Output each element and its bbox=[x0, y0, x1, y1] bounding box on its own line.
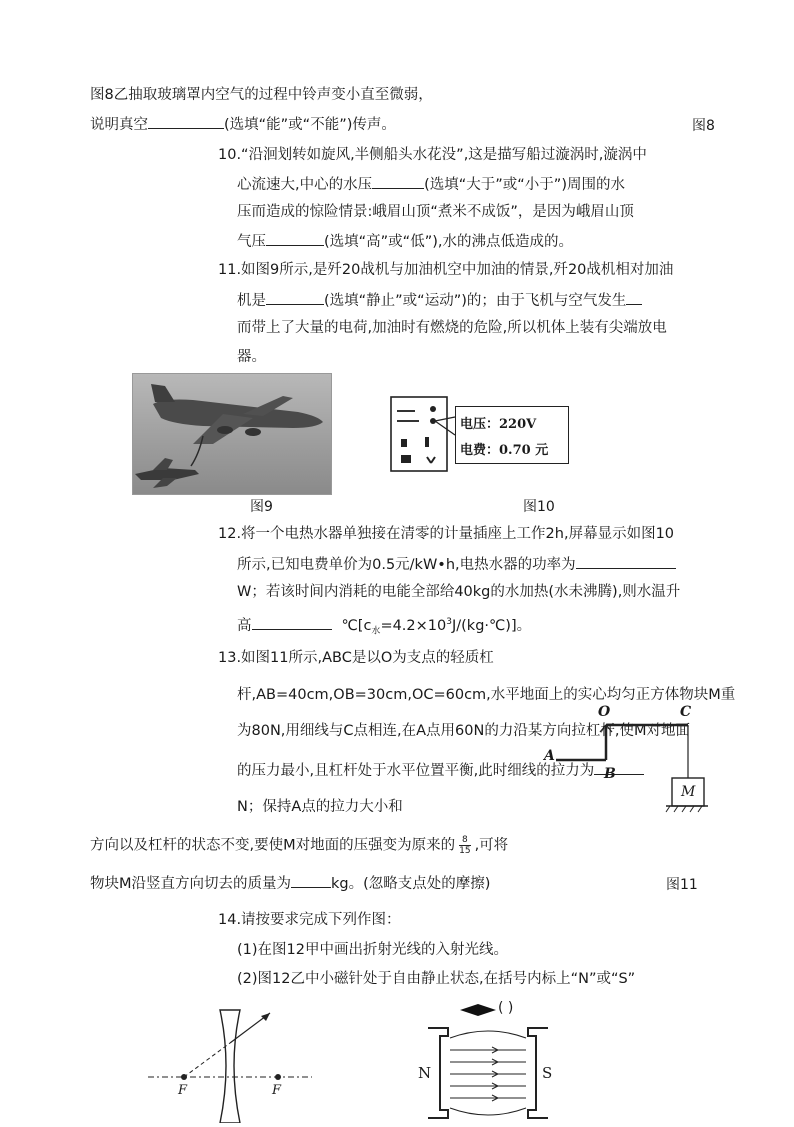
fig11-label-c: C bbox=[680, 704, 692, 720]
q10-line4: 气压 (选填“高”或“低”),水的沸点低造成的。 bbox=[237, 230, 573, 252]
q12-answer-blank-2[interactable] bbox=[252, 614, 332, 630]
q13-line7: 物块M沿竖直方向切去的质量为 kg。(忽略支点处的摩擦) bbox=[90, 872, 490, 894]
fig12b-magnet-diagram bbox=[418, 998, 558, 1123]
q9-text-line1: 图8乙抽取玻璃罩内空气的过程中铃声变小直至微弱， bbox=[90, 87, 433, 103]
q11-answer-blank-2[interactable] bbox=[626, 289, 642, 305]
q13-line1: 13.如图11所示,ABC是以O为支点的轻质杠 bbox=[218, 650, 494, 666]
fig12b-label-n: N bbox=[418, 1064, 432, 1082]
fig11-label-m: M bbox=[681, 784, 696, 800]
q9-answer-blank[interactable] bbox=[148, 113, 224, 129]
fig11-label-o: O bbox=[598, 704, 611, 720]
q10-line2: 心流速大,中心的水压 (选填“大于”或“小于”)周围的水 bbox=[237, 173, 625, 195]
q12-line3: W；若该时间内消耗的电能全部给40kg的水加热(水未沸腾),则水温升 bbox=[237, 584, 681, 600]
q13-line6: 方向以及杠杆的状态不变,要使M对地面的压强变为原来的 $\frac{8}{15}$ ,可将 bbox=[90, 835, 509, 856]
q13-line2: 杆,AB=40cm,OB=30cm,OC=60cm,水平地面上的实心均匀正方体物块M重 bbox=[237, 687, 736, 703]
fig12a-lens-drawing bbox=[140, 1005, 320, 1123]
q12-line1: 12.将一个电热水器单独接在清零的计量插座上工作2h,屏幕显示如图10 bbox=[218, 526, 675, 542]
q11-line1: 11.如图9所示,是歼20战机与加油机空中加油的情景,歼20战机相对加油 bbox=[218, 262, 674, 278]
fig9-caption: 图9 bbox=[250, 499, 273, 515]
q14-line1: 14.请按要求完成下列作图： bbox=[218, 912, 401, 928]
q10-line1: 10.“沿洄划转如旋风,半侧船头水花没”,这是描写船过漩涡时,漩涡中 bbox=[218, 147, 647, 163]
q11-line2: 机是 (选填“静止”或“运动”)的；由于飞机与空气发生 bbox=[237, 289, 642, 311]
fig11-label-a: A bbox=[544, 748, 555, 764]
compass-needle-icon bbox=[460, 1004, 496, 1016]
fig12b-answer-paren[interactable]: ( ) bbox=[498, 1000, 514, 1016]
fig10-fee-label: 电费：0.70 元 bbox=[460, 443, 549, 458]
q10-line3: 压而造成的惊险情景:峨眉山顶“煮米不成饭”，是因为峨眉山顶 bbox=[237, 204, 634, 220]
fig11-lever-diagram bbox=[538, 700, 708, 820]
q13-answer-blank-2[interactable] bbox=[291, 872, 331, 888]
q13-fraction: $\frac{8}{15}$ bbox=[459, 835, 471, 856]
fig10-meter-socket bbox=[385, 393, 575, 478]
q9-text-line2: 说明真空 (选填“能”或“不能”)传声。 bbox=[90, 113, 396, 135]
q12-answer-blank-1[interactable] bbox=[576, 553, 676, 569]
q10-answer-blank-2[interactable] bbox=[266, 230, 324, 246]
q12-line4: 高 $℃[c_水=4.2\times 10^3J/(kg\cdot℃)]$。 bbox=[237, 612, 531, 642]
fig10-voltage-label: 电压：220V bbox=[460, 417, 537, 432]
fig10-display-box bbox=[455, 406, 569, 464]
q12-line2: 所示,已知电费单价为0.5元/kW•h,电热水器的功率为 bbox=[237, 553, 676, 575]
fig11-label-b: B bbox=[604, 766, 616, 782]
fig12a-label-f-left: F bbox=[178, 1083, 188, 1098]
fig10-caption: 图10 bbox=[523, 499, 555, 515]
q13-line5: N；保持A点的拉力大小和 bbox=[237, 799, 403, 815]
fig12a-lens-diagram bbox=[140, 1005, 320, 1123]
q14-line3: (2)图12乙中小磁针处于自由静止状态,在括号内标上“N”或“S” bbox=[237, 971, 636, 987]
q11-answer-blank-1[interactable] bbox=[266, 289, 324, 305]
fig12b-label-s: S bbox=[542, 1064, 553, 1082]
q13-line4: 的压力最小,且杠杆处于水平位置平衡,此时细线的拉力为 bbox=[237, 759, 644, 781]
q11-line3: 而带上了大量的电荷,加油时有燃烧的危险,所以机体上装有尖端放电 bbox=[237, 320, 667, 336]
fig12b-magnet-drawing bbox=[418, 998, 558, 1123]
fig9-photo bbox=[132, 373, 332, 495]
q11-line4: 器。 bbox=[237, 349, 266, 365]
fig8-caption: 图8 bbox=[692, 118, 715, 134]
q14-line2: (1)在图12甲中画出折射光线的入射光线。 bbox=[237, 942, 508, 958]
fig11-caption: 图11 bbox=[666, 877, 698, 893]
q13-line3: 为80N,用细线与C点相连,在A点用60N的力沿某方向拉杠杆,使M对地面 bbox=[237, 723, 690, 739]
fig12a-label-f-right: F bbox=[272, 1083, 282, 1098]
q10-answer-blank-1[interactable] bbox=[372, 173, 424, 189]
fig9-airplanes-image bbox=[133, 374, 331, 494]
